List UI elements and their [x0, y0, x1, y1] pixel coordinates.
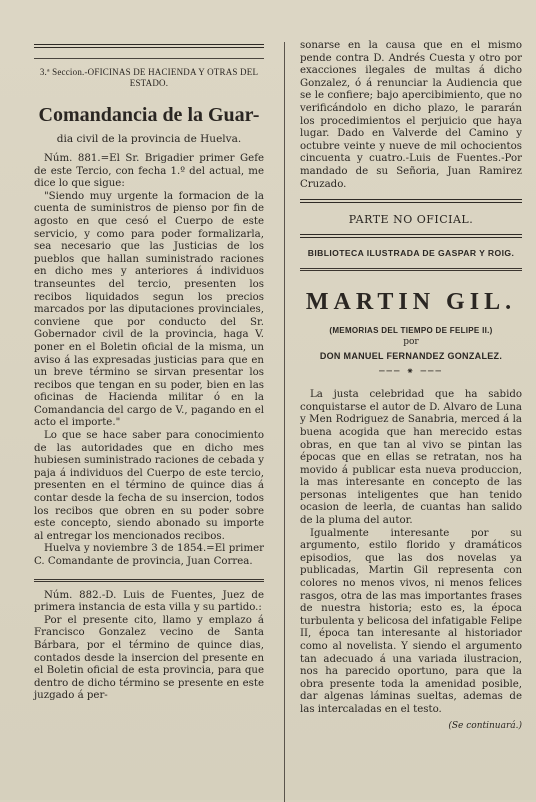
right-column	[300, 40, 522, 731]
paragraph-881-intro: Núm. 881.=El Sr. Brigadier primer Gefe de este Tercio, con fecha 1.º del actual, me dice lo que sigue:	[34, 153, 264, 190]
paragraph-882-continued: sonarse en la causa que en el mismo pende contra D. Andrés Cuesta y otro por exacciones ilegales de multas á dicho Gonzalez, ó á renunciar la Audiencia que se le confiere; bajo apercibimiento, que no verificándolo en dicho plazo, le pararán los procedimientos el perjuicio que haya lugar. Dado en Valverde del Camino y octubre veinte y nueve de mil ochocientos cincuenta y cuatro.-Luis de Fuentes.-Por mandado de su Señoria, Juan Ramirez Cruzado.	[300, 40, 522, 190]
article-subtitle: dia civil de la provincia de Huelva.	[56, 133, 242, 145]
parte-no-oficial-heading: PARTE NO OFICIAL.	[348, 213, 474, 227]
left-column	[34, 44, 264, 703]
biblioteca-heading: BIBLIOTECA ILUSTRADA DE GASPAR Y ROIG.	[307, 248, 515, 259]
column-divider	[284, 42, 285, 802]
paragraph-881-quote: "Siendo muy urgente la formacion de la cuenta de suministros de pienso por fin de agosto en que cesó el Cuerpo de este servicio, y como para poder formalizarla, sea necesario que las Justicias de los pueblos que hallan suministrado raciones en dicho mes y anteriores á individuos transeuntes del tercio, presenten los recibos liquidados segun los precios marcados por las diputaciones provinciales, conviene que por conducto del Sr. Gobernador civil de la provincia, haga V. poner en el Boletin oficial de la misma, un aviso á las expresadas justicias para que en un breve término se sirvan presentar los recibos que tengan en su poder, bien en las oficinas de Hacienda militar ó en la Comandancia del cargo de V., pagando en el acto el importe."	[34, 190, 264, 429]
continued-note: (Se continuará.)	[448, 720, 522, 731]
paragraph-882-body: Por el presente cito, llamo y emplazo á Francisco Gonzalez vecino de Santa Bárbara, por el término de quince dias, contados desde la insercion del presente en el Boletin oficial de esta provincia, para que dentro de dicho término se presente en este juzgado á per-	[34, 614, 264, 702]
paragraph-novel-2: Igualmente interesante por su argumento, estilo florido y dramáticos episodios, que las dos novelas ya publicadas, Martin Gil representa con colores no menos vivos, ni menos felices rasgos, otra de las mas importantes frases de nuestra historia; esto es, la época turbulenta y belicosa del infatigable Felipe II, época tan interesante al historiador como al novelista. Y siendo el argumento tan adecuado á una variada ilustracion, nos ha parecido oportuno, para que la obra presente toda la amenidad posible, dar algenas láminas sueltas, ademas de las intercaladas en el testo.	[300, 527, 522, 715]
paragraph-881-notice: Lo que se hace saber para conocimiento de las autoridades que en dicho mes hubiesen suministrado raciones de cebada y paja á individuos del Cuerpo de este tercio, presenten en el término de quince dias á contar desde la fecha de su insercion, todos los recibos que obren en su poder sobre este concepto, siendo abonado su importe al entregar los mencionados recibos.	[34, 430, 264, 542]
paragraph-novel-1: La justa celebridad que ha sabido conquistarse el autor de D. Alvaro de Luna y Men Rodriguez de Sanabria, merced á la buena acogida que han merecido estas obras, en que tan al vivo se pintan las épocas que en ellas se retratan, nos ha movido á publicar esta nueva produccion, la mas interesante en concepto de las personas inteligentes que han tenido ocasion de leerla, de cuantas han salido de la pluma del autor.	[300, 389, 522, 527]
rule-parte	[300, 199, 522, 203]
rule-martin	[300, 268, 522, 271]
byline-por: por	[403, 337, 419, 348]
separator-rule	[34, 579, 264, 582]
section-rule	[34, 58, 264, 59]
novel-author: DON MANUEL FERNANDEZ GONZALEZ.	[319, 351, 503, 362]
ornament-icon: ─── ⁕ ───	[379, 367, 443, 378]
article-title: Comandancia de la Guar-	[38, 104, 260, 126]
novel-subtitle: (MEMORIAS DEL TIEMPO DE FELIPE II.)	[329, 326, 493, 336]
rule-biblio	[300, 234, 522, 238]
section-heading: 3.ª Seccion.-OFICINAS DE HACIENDA Y OTRAS DEL ESTADO.	[39, 67, 259, 88]
novel-title: MARTIN GIL.	[305, 289, 517, 316]
paragraph-882-head: Núm. 882.-D. Luis de Fuentes, Juez de primera instancia de esta villa y su partido.:	[34, 589, 264, 614]
top-rule-left	[34, 44, 264, 48]
signature-881: Huelva y noviembre 3 de 1854.=El primer C. Comandante de provincia, Juan Correa.	[34, 543, 264, 567]
